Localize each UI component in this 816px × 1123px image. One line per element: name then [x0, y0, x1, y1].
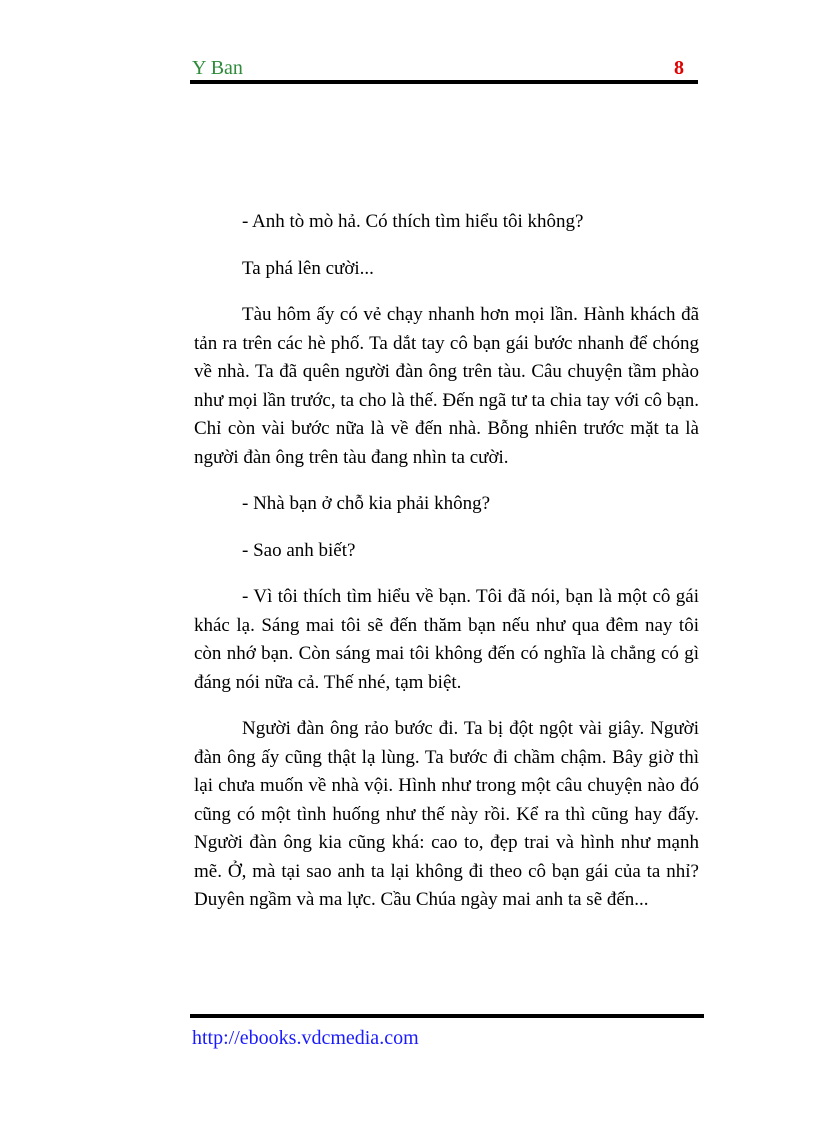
page-number: 8 — [674, 57, 684, 79]
footer-rule — [190, 1014, 704, 1018]
paragraph: - Vì tôi thích tìm hiểu về bạn. Tôi đã nói, bạn là một cô gái khác lạ. Sáng mai tôi sẽ đến thăm bạn nếu như qua đêm nay tôi còn nhớ bạn. Còn sáng mai tôi không đến có nghĩa là chẳng có gì đáng nói nữa cả. Thế nhé, tạm biệt. — [194, 586, 699, 693]
paragraph: - Sao anh biết? — [242, 539, 356, 561]
page-header — [192, 56, 698, 80]
header-rule — [190, 80, 698, 84]
body-text — [194, 208, 699, 933]
paragraph: Người đàn ông rảo bước đi. Ta bị đột ngột vài giây. Người đàn ông ấy cũng thật lạ lùng. Ta bước đi chầm chậm. Bây giờ thì lại chưa muốn về nhà vội. Hình như trong một câu chuyện nào đó cũng có một tình huống như thế này rồi. Kể ra thì cũng hay đấy. Người đàn ông kia cũng khá: cao to, đẹp trai và hình như mạnh mẽ. Ở, mà tại sao anh ta lại không đi theo cô bạn gái của ta nhỉ? Duyên ngầm và ma lực. Cầu Chúa ngày mai anh ta sẽ đến... — [194, 718, 699, 910]
paragraph: - Nhà bạn ở chỗ kia phải không? — [242, 493, 491, 514]
paragraph: - Anh tò mò hả. Có thích tìm hiểu tôi không? — [242, 211, 584, 232]
footer-link[interactable]: http://ebooks.vdcmedia.com — [192, 1027, 419, 1049]
header-author: Y Ban — [192, 57, 243, 79]
paragraph: Ta phá lên cười... — [242, 257, 374, 279]
paragraph: Tàu hôm ấy có vẻ chạy nhanh hơn mọi lần. Hành khách đã tản ra trên các hè phố. Ta dắt tay cô bạn gái bước nhanh để chóng về nhà. Ta đã quên người đàn ông trên tàu. Câu chuyện tầm phào như mọi lần trước, ta cho là thế. Đến ngã tư ta chia tay với cô bạn. Chỉ còn vài bước nữa là về đến nhà. Bỗng nhiên trước mặt ta là người đàn ông trên tàu đang nhìn ta cười. — [194, 304, 699, 468]
